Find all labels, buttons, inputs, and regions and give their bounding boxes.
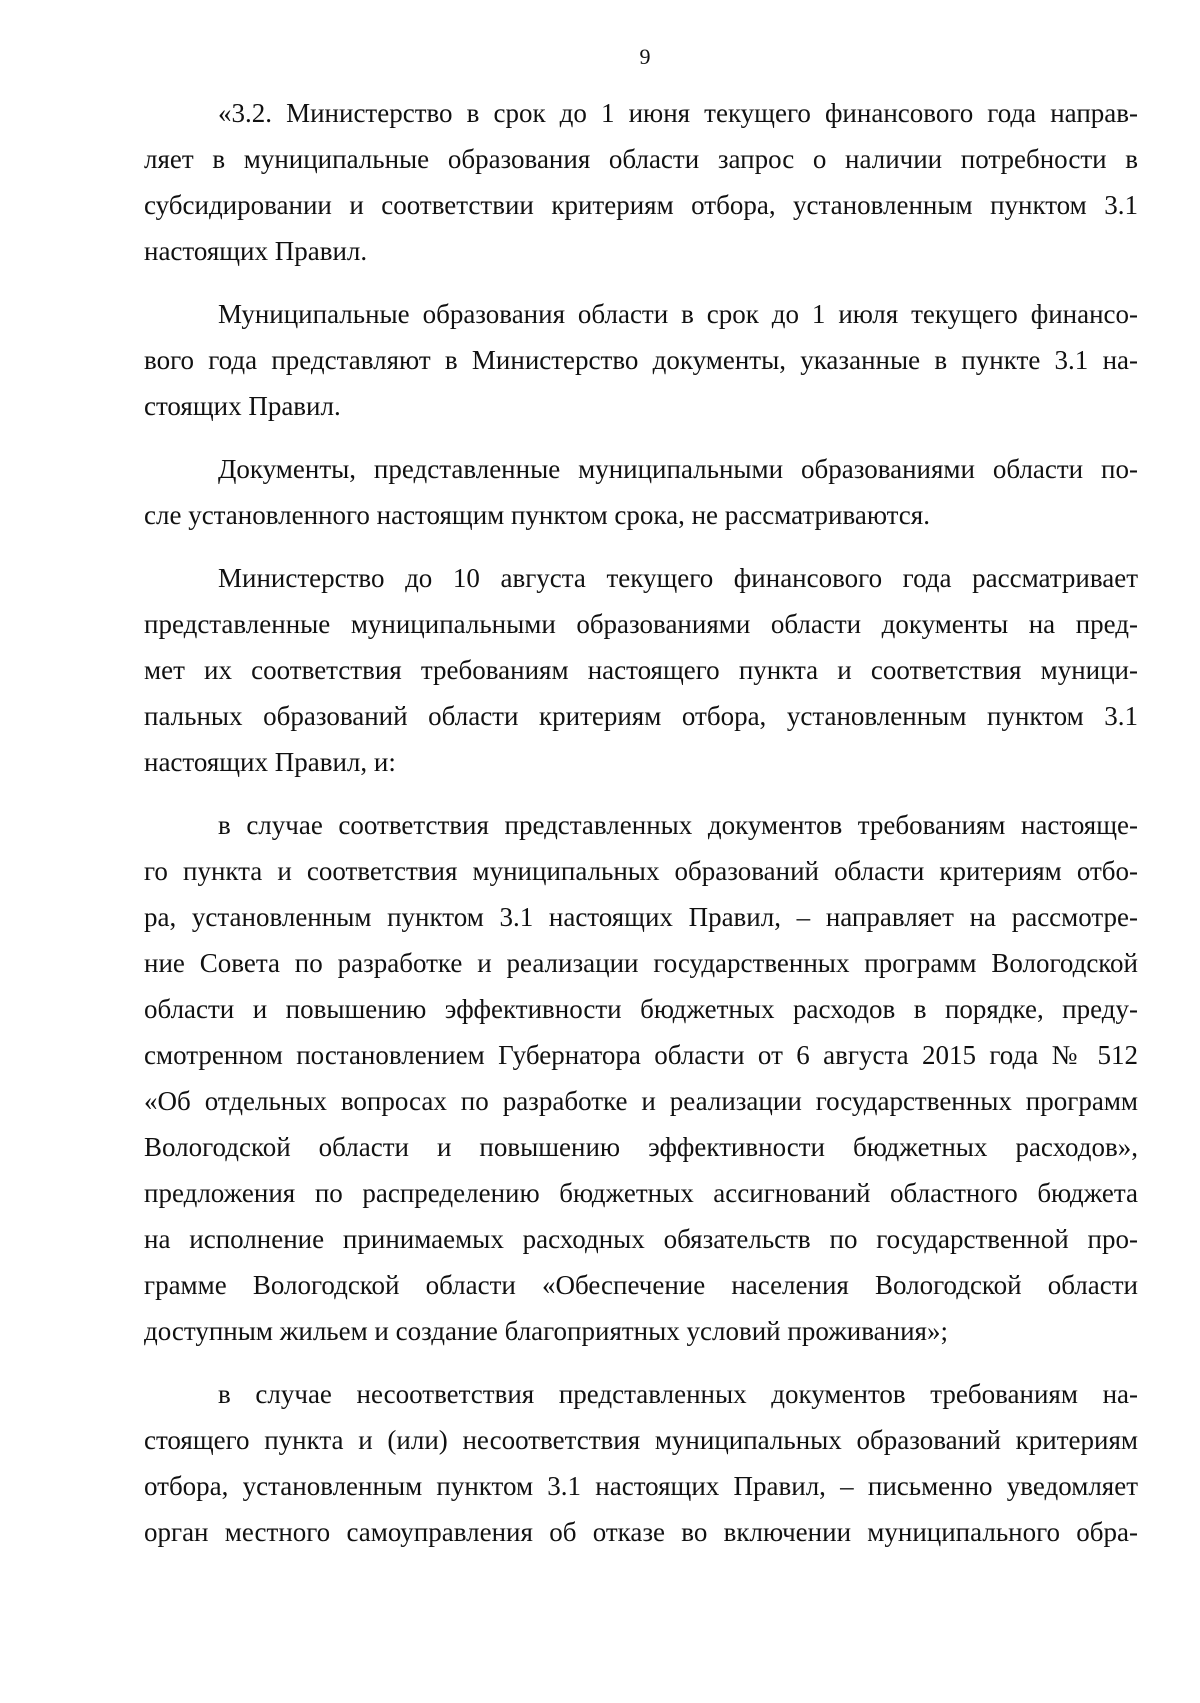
text-line: сле установленного настоящим пунктом срока, не рассматриваются. (144, 500, 930, 530)
text-line: го пункта и соответствия муниципальных образований области критериям отбо- (144, 856, 1138, 886)
text-line: мет их соответствия требованиям настоящего пункта и соответствия муници- (144, 655, 1138, 685)
text-line: настоящих Правил. (144, 236, 368, 266)
paragraph (144, 90, 1138, 274)
paragraph (144, 446, 1138, 538)
text-line: Вологодской области и повышению эффективности бюджетных расходов», (144, 1132, 1138, 1162)
text-line: ра, установленным пунктом 3.1 настоящих Правил, – направляет на рассмотре- (144, 902, 1138, 932)
text-line: Муниципальные образования области в срок до 1 июля текущего финансо- (218, 299, 1138, 329)
text-line: пальных образований области критериям отбора, установленным пунктом 3.1 (144, 701, 1138, 731)
text-line: «Об отдельных вопросах по разработке и реализации государственных программ (144, 1086, 1138, 1116)
text-line: ляет в муниципальные образования области запрос о наличии потребности в (144, 144, 1138, 174)
text-line: доступным жильем и создание благоприятных условий проживания»; (144, 1316, 948, 1346)
text-line: Документы, представленные муниципальными образованиями области по- (218, 454, 1138, 484)
text-line: на исполнение принимаемых расходных обязательств по государственной про- (144, 1224, 1138, 1254)
text-line: представленные муниципальными образованиями области документы на пред- (144, 609, 1138, 639)
text-line: стоящих Правил. (144, 391, 341, 421)
text-line: в случае несоответствия представленных документов требованиям на- (218, 1379, 1138, 1409)
text-line: области и повышению эффективности бюджетных расходов в порядке, преду- (144, 994, 1138, 1024)
text-line: отбора, установленным пунктом 3.1 настоящих Правил, – письменно уведомляет (144, 1471, 1138, 1501)
text-line: грамме Вологодской области «Обеспечение населения Вологодской области (144, 1270, 1138, 1300)
paragraph (144, 1371, 1138, 1555)
paragraph (144, 555, 1138, 785)
text-line: настоящих Правил, и: (144, 747, 396, 777)
text-line: ние Совета по разработке и реализации государственных программ Вологодской (144, 948, 1138, 978)
page-number: 9 (639, 44, 651, 69)
paragraph (144, 291, 1138, 429)
text-line: вого года представляют в Министерство документы, указанные в пункте 3.1 на- (144, 345, 1138, 375)
text-line: Министерство до 10 августа текущего финансового года рассматривает (218, 563, 1138, 593)
text-line: «3.2. Министерство в срок до 1 июня текущего финансового года направ- (218, 98, 1138, 128)
text-line: орган местного самоуправления об отказе во включении муниципального обра- (144, 1517, 1138, 1547)
text-line: смотренном постановлением Губернатора области от 6 августа 2015 года № 512 (144, 1040, 1138, 1070)
text-line: предложения по распределению бюджетных ассигнований областного бюджета (144, 1178, 1138, 1208)
text-line: стоящего пункта и (или) несоответствия муниципальных образований критериям (144, 1425, 1138, 1455)
document-body (144, 90, 1138, 1572)
text-line: в случае соответствия представленных документов требованиям настояще- (218, 810, 1138, 840)
paragraph (144, 802, 1138, 1354)
text-line: субсидировании и соответствии критериям отбора, установленным пунктом 3.1 (144, 190, 1138, 220)
